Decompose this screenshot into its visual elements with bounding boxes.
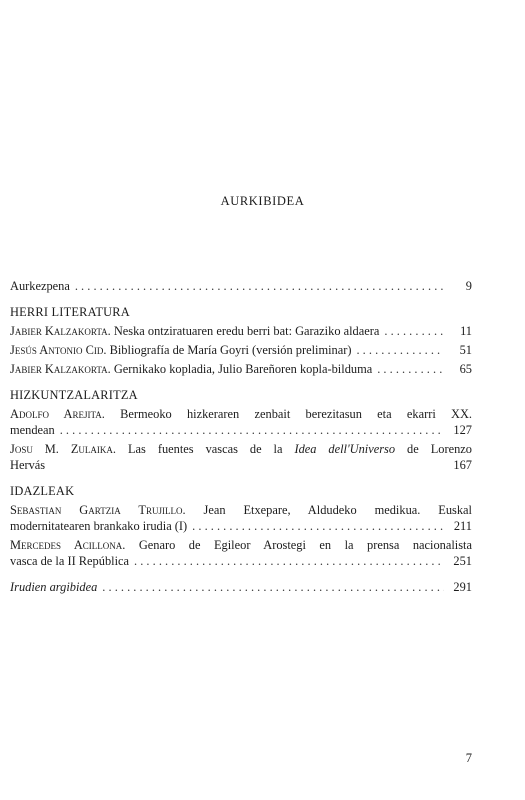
table-of-contents [10, 278, 472, 598]
dot-leader [102, 579, 444, 595]
page-number: 9 [465, 279, 472, 293]
entry-title: Aurkezpena [10, 279, 70, 293]
entry-title: Bibliografía de María Goyri (versión preliminar) [109, 343, 352, 357]
dot-leader [356, 342, 444, 358]
italic-work-title: Idea dell'Universo [294, 442, 396, 456]
section-heading-idazleak: IDAZLEAK [10, 484, 75, 498]
entry-title-line2: Hervás [10, 458, 46, 472]
section-heading-herri-literatura: HERRI LITERATURA [10, 305, 130, 319]
entry-title-line1: Jean Etxepare, Aldudeko medikua. Euskal [203, 503, 473, 517]
dot-leader [60, 422, 444, 438]
page-number: 211 [453, 519, 472, 533]
entry-author: Jesús Antonio Cid [10, 343, 104, 357]
entry-title-line2: modernitatearen brankako irudia (I) [10, 519, 188, 533]
dot-leader [75, 278, 444, 294]
entry-author: Jabier Kalzakorta [10, 362, 108, 376]
dot-leader [134, 553, 444, 569]
page-number: 11 [460, 324, 472, 338]
entry-author: Jabier Kalzakorta [10, 324, 108, 338]
page-number: 167 [453, 458, 472, 472]
page-number: 251 [453, 554, 472, 568]
page-number: 291 [453, 580, 472, 594]
section-heading-hizkuntzalaritza: HIZKUNTZALARITZA [10, 388, 138, 402]
toc-entry-irudien-argibidea[interactable] [10, 579, 472, 595]
entry-author: Josu M. Zulaika [10, 442, 113, 456]
dot-leader [192, 518, 444, 534]
page-number: 51 [459, 343, 472, 357]
toc-entry-aurkezpena[interactable] [10, 278, 472, 294]
entry-author: Sebastian Gartzia Trujillo [10, 503, 183, 517]
toc-entry[interactable]: Jesús Antonio Cid. Bibliografía de María Goyri (versión preliminar) . . . 51 [10, 342, 472, 358]
toc-entry[interactable]: Adolfo Arejita. Bermeoko hizkeraren zenbait berezitasun eta ekarri XX. mendean . . . 127 [10, 406, 472, 438]
toc-entry[interactable]: Sebastian Gartzia Trujillo. Jean Etxepare, Aldudeko medikua. Euskal modernitatearen brankako irudia (I) . . . 211 [10, 502, 472, 534]
toc-entry[interactable]: Josu M. Zulaika. Las fuentes vascas de la Idea dell'Universo de Lorenzo Hervás 167 [10, 442, 472, 472]
entry-title-line2: vasca de la II República [10, 554, 130, 568]
toc-entry[interactable]: Mercedes Acillona. Genaro de Egileor Arostegi en la prensa nacionalista vasca de la II República . . . 251 [10, 537, 472, 569]
dot-leader [384, 323, 444, 339]
folio-page-number: 7 [465, 751, 472, 765]
entry-title: Gernikako kopladia, Julio Bareñoren kopla-bilduma [113, 362, 373, 376]
dot-leader [377, 361, 444, 377]
toc-entry[interactable]: Jabier Kalzakorta. Neska ontziratuaren eredu berri bat: Garaziko aldaera . . . 11 [10, 323, 472, 339]
entry-title: Irudien argibidea [10, 580, 98, 594]
entry-title-line1: Genaro de Egileor Arostegi en la prensa nacionalista [138, 538, 472, 552]
entry-author: Adolfo Arejita [10, 407, 102, 421]
entry-title: Neska ontziratuaren eredu berri bat: Garaziko aldaera [113, 324, 380, 338]
toc-entry[interactable]: Jabier Kalzakorta. Gernikako kopladia, Julio Bareñoren kopla-bilduma . . . 65 [10, 361, 472, 377]
page-title: AURKIBIDEA [220, 194, 305, 208]
entry-author: Mercedes Acillona [10, 538, 123, 552]
entry-title-line1: Bermeoko hizkeraren zenbait berezitasun eta ekarri XX. [120, 407, 473, 421]
page-number: 127 [453, 423, 472, 437]
entry-title-line2: mendean [10, 423, 55, 437]
page-number: 65 [459, 362, 472, 376]
